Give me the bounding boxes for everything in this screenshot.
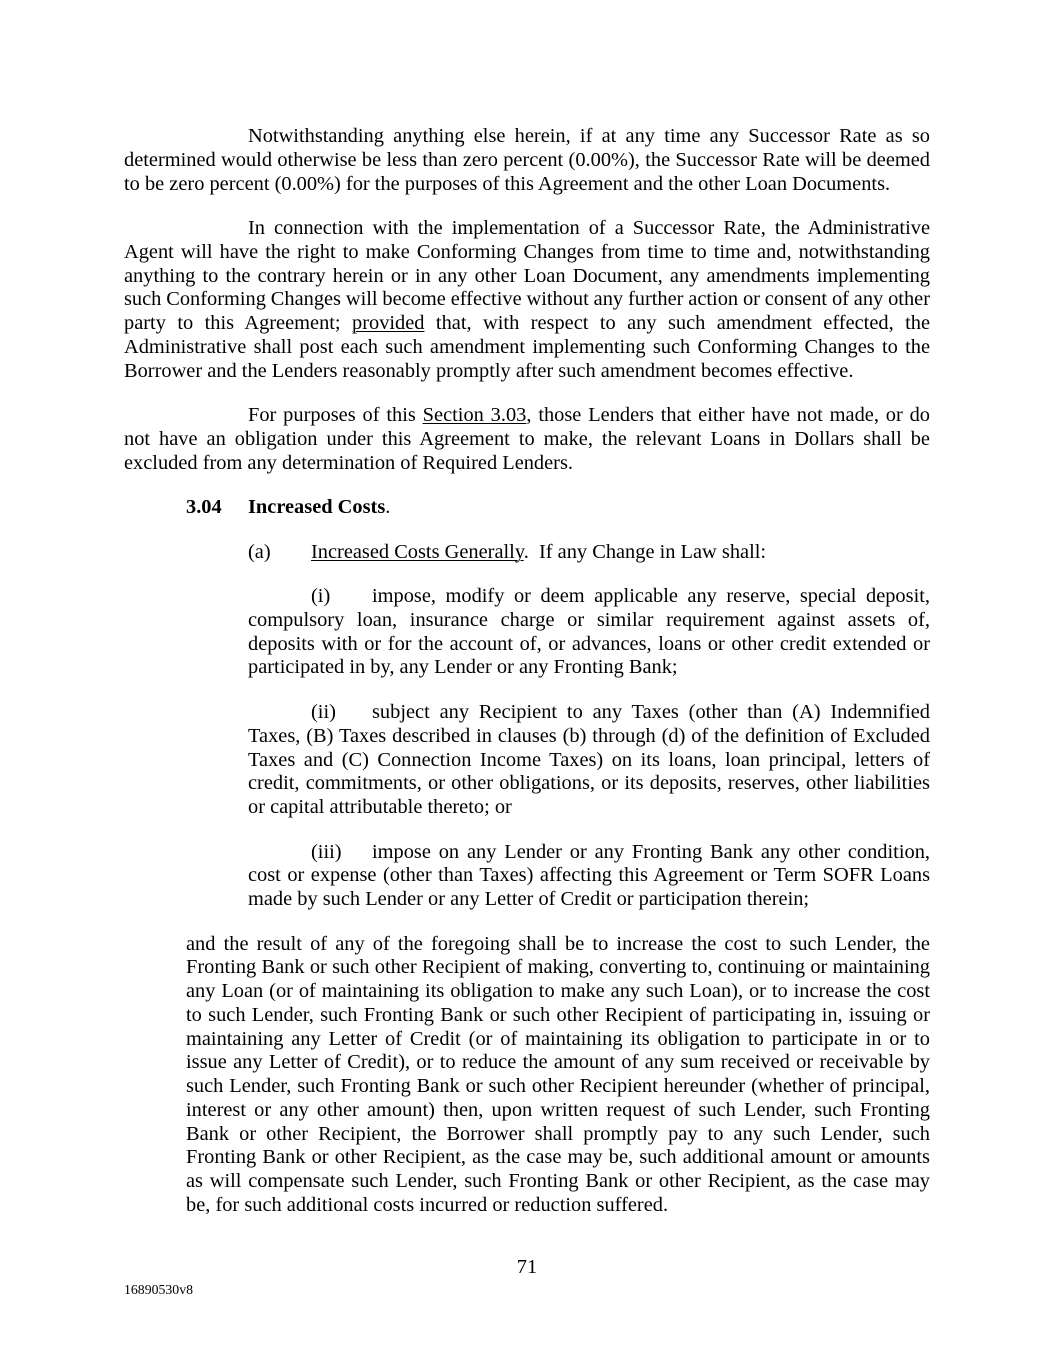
text-line xyxy=(124,404,930,428)
text-line: and the result of any of the foregoing shall be to increase the cost to such Lender, the xyxy=(186,932,930,955)
text-line: as will compensate such Lender, such Fronting Bank or other Recipient, as the case may xyxy=(186,1170,930,1193)
section-title: Increased Costs xyxy=(248,496,386,519)
text-line: any Loan (or of maintaining its obligation to make any such Loan), or to increase the cost xyxy=(186,980,930,1003)
underlined-term-provided: provided xyxy=(352,312,425,335)
text-line xyxy=(248,841,930,865)
page-number: 71 xyxy=(516,1256,538,1278)
text-line: anything to the contrary herein or in any other Loan Document, any amendments implementing xyxy=(124,264,930,287)
section-reference-link: Section 3.03 xyxy=(422,404,527,427)
text-line: such Conforming Changes will become effective without any further action or consent of any other xyxy=(124,288,930,311)
text-line: Agent will have the right to make Conforming Changes from time to time and, notwithstanding xyxy=(124,240,930,263)
text-line: issue any Letter of Credit), or to reduce the amount of any sum received or receivable by xyxy=(186,1051,930,1074)
text-line: maintaining any Letter of Credit (or of maintaining its obligation to participate in or to xyxy=(186,1027,930,1050)
paragraph-successor-rate-floor xyxy=(124,125,930,196)
paragraph-required-lenders xyxy=(124,404,930,475)
line-text: that, with respect to any such amendment effected, the xyxy=(424,312,931,335)
section-heading xyxy=(124,496,930,520)
text-line xyxy=(124,541,930,565)
text-line: credit, commitments, or other obligations, or its deposits, reserves, other liabilities xyxy=(248,772,930,795)
text-line xyxy=(248,585,930,609)
text-line: such Lender, such Fronting Bank or such other Recipient hereunder (whether of principal, xyxy=(186,1075,930,1098)
text-line: interest or any other amount) then, upon written request of such Lender, such Fronting xyxy=(186,1098,930,1121)
text-line: Bank or other Recipient, the Borrower shall promptly pay to any such Lender, such xyxy=(186,1122,930,1145)
text-line: Fronting Bank or other Recipient, as the case may be, such additional amount or amounts xyxy=(186,1146,930,1169)
text-line: Notwithstanding anything else herein, if at any time any Successor Rate as so xyxy=(248,125,930,147)
text-line xyxy=(248,701,930,725)
text-line: participated in by, any Lender or any Fronting Bank; xyxy=(248,656,678,679)
text-line: deposits with or for the account of, or advances, loans or other credit extended or xyxy=(248,632,930,655)
line-text: impose on any Lender or any Fronting Bank any other condition, xyxy=(372,840,930,863)
text-line: Borrower and the Lenders reasonably promptly after such amendment becomes effective. xyxy=(124,359,854,382)
text-line: excluded from any determination of Required Lenders. xyxy=(124,451,574,474)
text-line: made by such Lender or any Letter of Credit or participation therein; xyxy=(248,888,810,911)
line-text: impose, modify or deem applicable any reserve, special deposit, xyxy=(372,585,930,608)
clause-label: (iii) xyxy=(311,840,342,863)
text-line: determined would otherwise be less than zero percent (0.00%), the Successor Rate will be deemed xyxy=(124,148,930,171)
subsection-a xyxy=(124,541,930,565)
text-line: Taxes and (C) Connection Income Taxes) on its loans, loan principal, letters of xyxy=(248,748,930,771)
text-line: In connection with the implementation of a Successor Rate, the Administrative xyxy=(248,217,930,240)
subsection-label: (a) xyxy=(248,540,271,563)
text-line xyxy=(124,496,930,520)
line-text: , those Lenders that either have not made, or do xyxy=(526,404,930,427)
clause-ii xyxy=(248,701,930,820)
text-line xyxy=(124,312,930,336)
text-line: Administrative shall post each such amendment implementing such Conforming Changes to the xyxy=(124,335,930,358)
clause-label: (i) xyxy=(311,585,331,608)
text-line: Taxes, (B) Taxes described in clauses (b) through (d) of the definition of Excluded xyxy=(248,724,930,747)
clause-label: (ii) xyxy=(311,701,336,724)
text-line: or capital attributable thereto; or xyxy=(248,796,512,819)
subsection-text: . If any Change in Law shall: xyxy=(523,540,767,563)
text-line: not have an obligation under this Agreement to make, the relevant Loans in Dollars shall be xyxy=(124,427,930,450)
subsection-heading: Increased Costs Generally xyxy=(311,540,524,563)
paragraph-conforming-changes xyxy=(124,217,930,383)
line-text: subject any Recipient to any Taxes (other than (A) Indemnified xyxy=(372,701,930,724)
line-text: party to this Agreement; xyxy=(124,312,353,335)
paragraph-increased-costs-result xyxy=(186,933,930,1218)
clause-iii xyxy=(248,841,930,912)
text-line: compulsory loan, insurance charge or similar requirement against assets of, xyxy=(248,608,930,631)
page-body xyxy=(124,125,930,1218)
document-id: 16890530v8 xyxy=(124,1282,193,1297)
text-line: be, for such additional costs incurred or reduction suffered. xyxy=(186,1193,669,1216)
line-text: For purposes of this xyxy=(248,404,423,427)
text-line: to such Lender, such Fronting Bank or such other Recipient of participating in, issuing or xyxy=(186,1003,930,1026)
clause-i xyxy=(248,585,930,680)
section-title-period: . xyxy=(385,496,391,519)
section-number: 3.04 xyxy=(186,496,222,519)
text-line: cost or expense (other than Taxes) affecting this Agreement or Term SOFR Loans xyxy=(248,864,930,887)
text-line: to be zero percent (0.00%) for the purposes of this Agreement and the other Loan Documents. xyxy=(124,172,891,195)
text-line: Fronting Bank or such other Recipient of making, converting to, continuing or maintaining xyxy=(186,956,930,979)
